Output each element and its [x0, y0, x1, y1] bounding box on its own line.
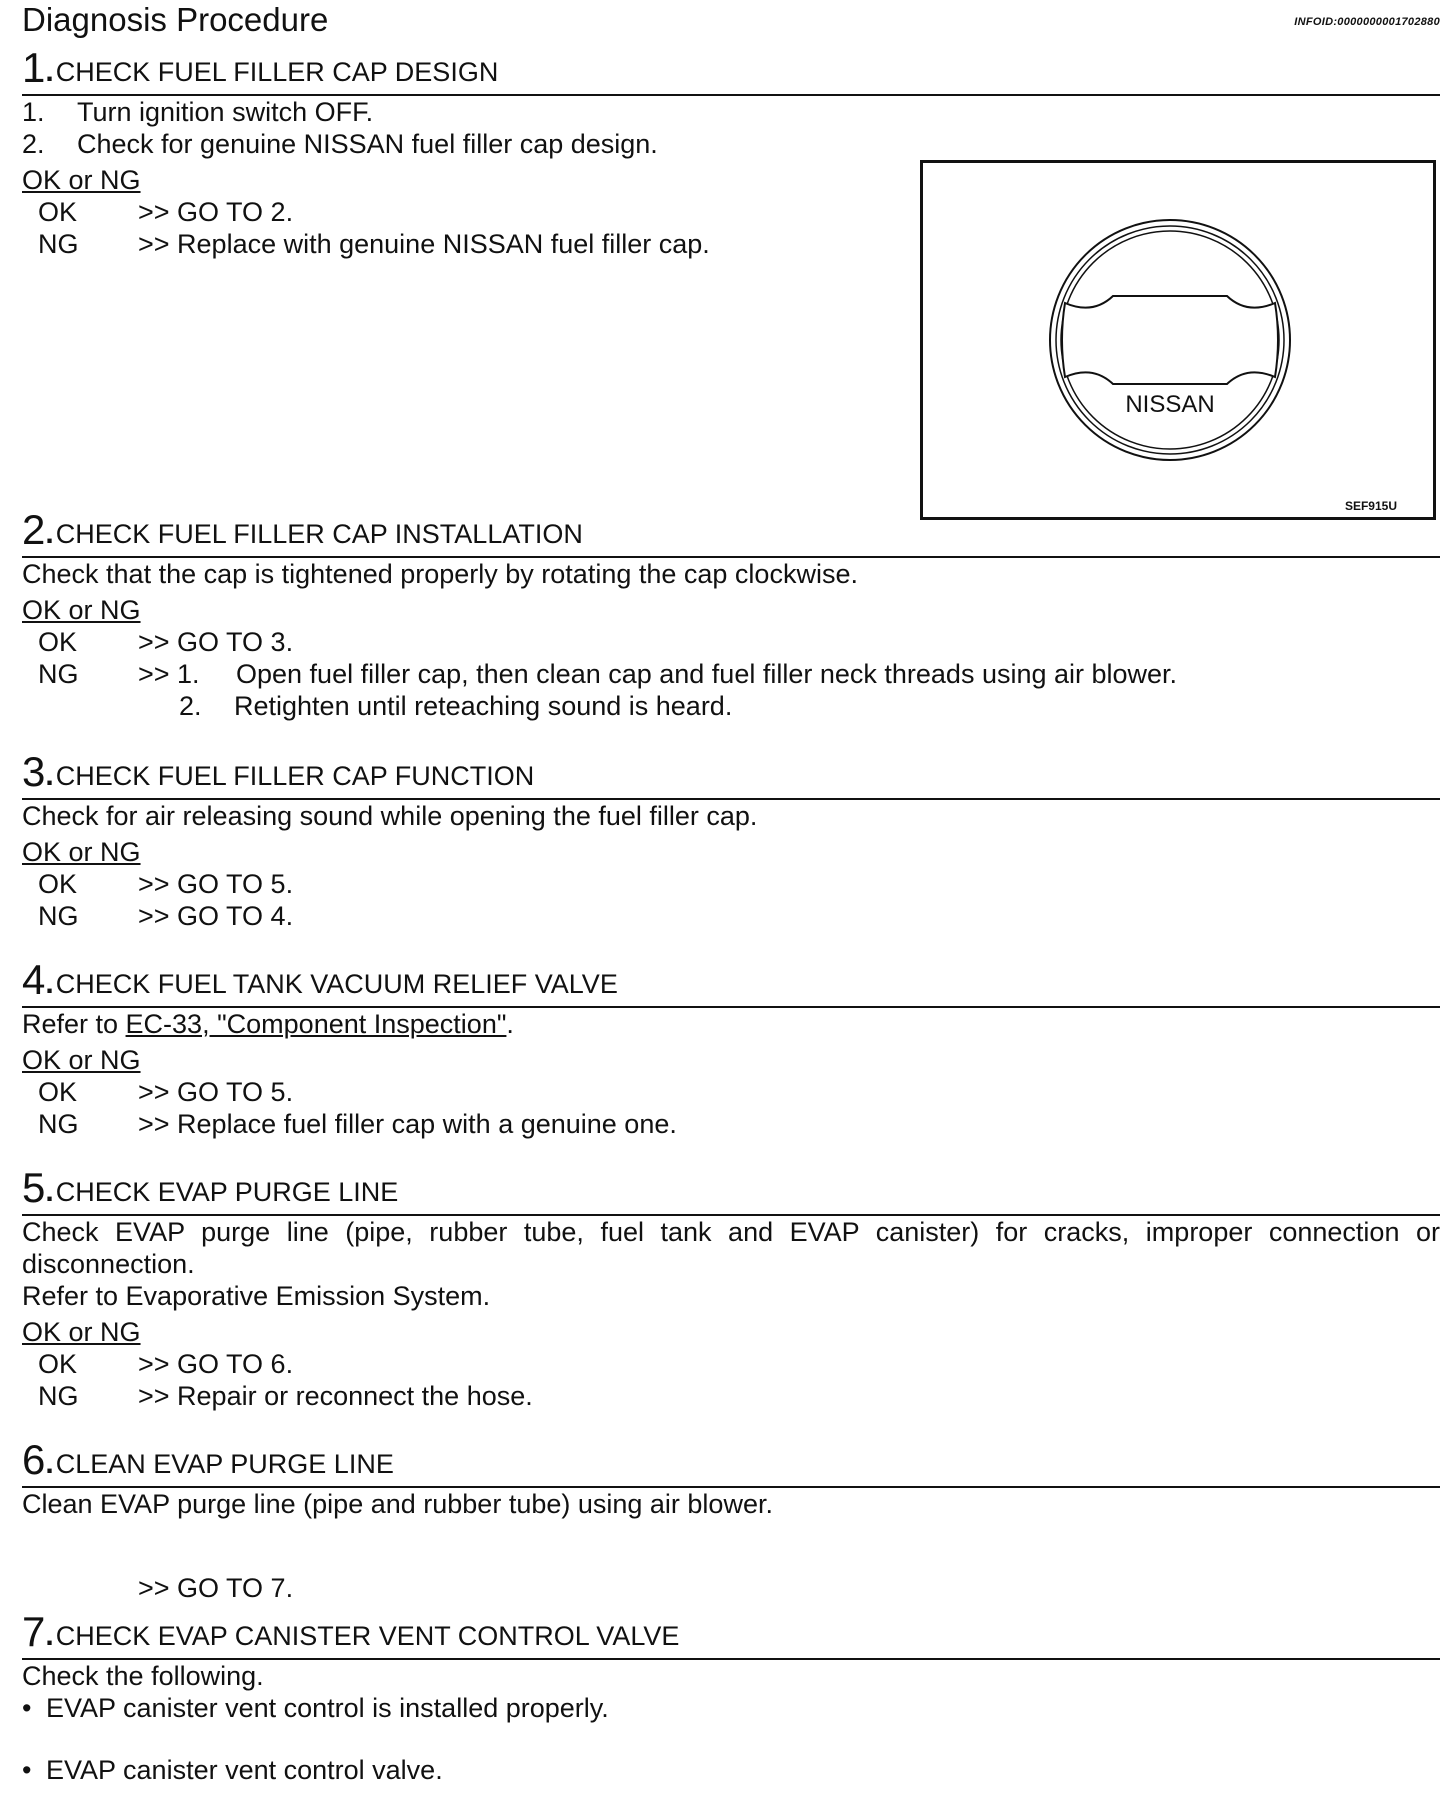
step-heading: 3 . CHECK FUEL FILLER CAP FUNCTION — [22, 752, 1440, 800]
cap-label: NISSAN — [1125, 391, 1215, 418]
fuel-cap-illustration — [923, 163, 1433, 517]
step-7 — [22, 1608, 1440, 1786]
reference-link[interactable]: EC-33, "Component Inspection" — [125, 1009, 507, 1039]
step-3 — [22, 748, 1440, 932]
result-ok: OK >> GO TO 5. — [38, 1077, 294, 1107]
step-6 — [22, 1436, 1440, 1604]
step-text: Refer to Evaporative Emission System. — [22, 1281, 491, 1311]
list-item: 2. Check for genuine NISSAN fuel filler cap design. — [22, 129, 658, 159]
step-number: 3 — [22, 748, 46, 795]
step-number: 1 — [22, 44, 46, 91]
step-text: Check for air releasing sound while opening the fuel filler cap. — [22, 801, 758, 831]
result-ng-substep: 2. Retighten until reteaching sound is heard. — [179, 691, 733, 721]
step-heading: 4 . CHECK FUEL TANK VACUUM RELIEF VALVE — [22, 960, 1440, 1008]
figure-code: SEF915U — [1344, 499, 1397, 513]
step-title: CHECK FUEL FILLER CAP DESIGN — [55, 57, 499, 87]
result-ng: NG >> Repair or reconnect the hose. — [38, 1381, 533, 1411]
step-number: 5 — [22, 1164, 46, 1211]
step-number: 6 — [22, 1436, 46, 1483]
bullet-item: • EVAP canister vent control is installed properly. — [22, 1693, 609, 1723]
info-id: INFOID:0000000001702880 — [1294, 16, 1440, 28]
step-title: CHECK EVAP CANISTER VENT CONTROL VALVE — [55, 1621, 680, 1651]
result-ok: OK >> GO TO 2. — [38, 197, 294, 227]
result-go: >> GO TO 7. — [138, 1573, 294, 1603]
result-ng: NG >> Replace with genuine NISSAN fuel filler cap. — [38, 229, 710, 259]
step-heading: 6 . CLEAN EVAP PURGE LINE — [22, 1440, 1440, 1488]
step-title: CHECK FUEL TANK VACUUM RELIEF VALVE — [55, 969, 618, 999]
result-ng: NG >> Replace fuel filler cap with a genuine one. — [38, 1109, 677, 1139]
step-title: CLEAN EVAP PURGE LINE — [55, 1449, 394, 1479]
step-text: Check EVAP purge line (pipe, rubber tube, fuel tank and EVAP canister) for cracks, improper connection or disconnection. — [22, 1217, 1440, 1279]
step-heading: 7 . CHECK EVAP CANISTER VENT CONTROL VALVE — [22, 1612, 1440, 1660]
step-text: Refer to EC-33, "Component Inspection". — [22, 1009, 514, 1039]
result-ok: OK >> GO TO 3. — [38, 627, 294, 657]
step-title: CHECK EVAP PURGE LINE — [55, 1177, 399, 1207]
step-heading: 1 . CHECK FUEL FILLER CAP DESIGN — [22, 48, 1440, 96]
step-4 — [22, 956, 1440, 1140]
ok-ng-label: OK or NG — [22, 837, 141, 867]
result-ok: OK >> GO TO 6. — [38, 1349, 294, 1379]
step-heading: 2 . CHECK FUEL FILLER CAP INSTALLATION — [22, 510, 1440, 558]
step-number: 7 — [22, 1608, 46, 1655]
bullet-item: • EVAP canister vent control valve. — [22, 1755, 443, 1785]
step-text: Check that the cap is tightened properly by rotating the cap clockwise. — [22, 559, 858, 589]
result-ng: NG >> 1. Open fuel filler cap, then clean cap and fuel filler neck threads using air blower. — [38, 659, 1178, 689]
ok-ng-label: OK or NG — [22, 165, 141, 195]
step-text: Clean EVAP purge line (pipe and rubber tube) using air blower. — [22, 1489, 773, 1519]
ok-ng-label: OK or NG — [22, 1317, 141, 1347]
step-title: CHECK FUEL FILLER CAP INSTALLATION — [55, 519, 583, 549]
step-5 — [22, 1164, 1440, 1412]
list-item: 1. Turn ignition switch OFF. — [22, 97, 374, 127]
result-ok: OK >> GO TO 5. — [38, 869, 294, 899]
step-number: 2 — [22, 506, 46, 553]
ok-ng-label: OK or NG — [22, 1045, 141, 1075]
step-heading: 5 . CHECK EVAP PURGE LINE — [22, 1168, 1440, 1216]
step-text: Check the following. — [22, 1661, 264, 1691]
step-title: CHECK FUEL FILLER CAP FUNCTION — [55, 761, 535, 791]
step-number: 4 — [22, 956, 46, 1003]
fuel-cap-figure — [920, 160, 1436, 520]
page-title: Diagnosis Procedure — [22, 1, 329, 38]
ok-ng-label: OK or NG — [22, 595, 141, 625]
result-ng: NG >> GO TO 4. — [38, 901, 294, 931]
